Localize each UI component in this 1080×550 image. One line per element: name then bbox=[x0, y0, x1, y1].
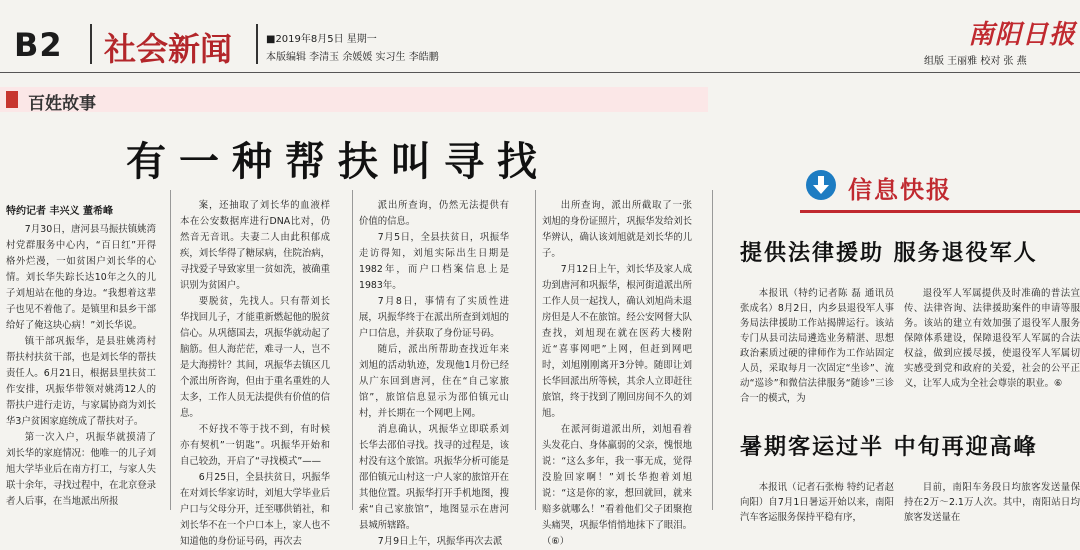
section-name: 社会新闻 bbox=[104, 30, 233, 68]
article-byline: 特约记者 丰兴义 董希峰 bbox=[6, 206, 113, 217]
paragraph: 派出所查询，仍然无法提供有价值的信息。 bbox=[359, 200, 509, 227]
paragraph: 本报讯（特约记者陈 磊 通讯员张成名）8月2日，内乡县退役军人事务局法律援助工作站揭牌运行。该站专门从县司法局遴选业务精湛、思想政治素质过硬的律师作为工作站固定人员，采取每月一次固定“坐诊”、流动“巡诊”和微信法律服务“随诊”三诊合一的模式，为 bbox=[740, 288, 894, 404]
news-column bbox=[904, 286, 1080, 404]
paragraph: 不好找不等于找不到，有时候亦有契机”一钥匙”。巩振华开始和自己较劲，开启了“寻找模式”—— bbox=[180, 424, 330, 467]
column-label: 百姓故事 bbox=[28, 94, 96, 114]
article-column-1 bbox=[6, 222, 156, 510]
news-column bbox=[904, 480, 1080, 523]
paragraph: 7月9日上午，巩振华再次去派 bbox=[377, 536, 503, 547]
news-headline-summer-transport: 暑期客运过半 中旬再迎高峰 bbox=[740, 435, 1038, 460]
column-label-bar bbox=[0, 87, 708, 112]
header-rule bbox=[0, 72, 1080, 73]
issue-date: ■2019年8月5日 星期一 bbox=[266, 34, 377, 45]
column-rule bbox=[170, 190, 171, 510]
paragraph: 7月8日，事情有了实质性进展，巩振华终于在派出所查到刘旭的户口信息，并获取了身份证号码。 bbox=[359, 296, 510, 339]
paragraph: 本报讯（记者石张梅 特约记者赵向阳）自7月1日暑运开始以来，南阳汽车客运服务保持平稳有序， bbox=[740, 482, 894, 523]
column-rule bbox=[535, 190, 536, 510]
article-column-3 bbox=[359, 198, 510, 547]
column-rule bbox=[352, 190, 353, 510]
page-number: B2 bbox=[14, 26, 63, 64]
paragraph: 退役军人军属提供及时准确的普法宣传、法律咨询、法律援助案件的申请等服务。该站的建立有效加强了退役军人服务保障体系建设，保障退役军人军属的合法权益，做到应援尽援，使退役军人军属切实感受到党和政府的关爱，社会的公平正义，让军人成为全社会尊崇的职业。⑥ bbox=[904, 288, 1080, 389]
paragraph: 6月25日，全县扶贫日，巩振华在对刘长华家访时，刘旭大学毕业后户口与父母分开，迁至哪供销社，和刘长华不在一个户口本上，家人也不知道他的身份证号码，再次去 bbox=[180, 472, 331, 547]
paragraph: 案，还抽取了刘长华的血液样本在公安数据库进行DNA比对，仍然音无音讯。夫妻二人由此积郁成疾，刘长华得了糖尿病，住院治病，寻找爱子导致家里一贫如洗，被确重识别为贫困户。 bbox=[180, 200, 331, 291]
paragraph: 7月12日上午，刘长华及家人成功到唐河和巩振华，根河街道派出所工作人员一起找人，确认刘旭尚未退房但是人不在旅馆。经公安网督大队查找，刘旭现在就在医药大楼附近“喜事网吧”上网，但赶到网吧时，刘旭刚刚离开3分钟。随即让刘长华回派出所等候，其余人立即赶往旅馆，终于找到了刚回房间不久的刘旭。 bbox=[542, 264, 693, 419]
paragraph: 7月5日，全县扶贫日，巩振华走访得知，刘旭实际出生日期是1982年，而户口档案信息上是1983年。 bbox=[359, 232, 509, 291]
column-rule bbox=[712, 190, 713, 510]
paragraph: 第一次入户，巩振华就摸清了刘长华的家庭情况：他唯一的儿子刘旭大学毕业后在南方打工，与家人失联十余年，寻找过程中，在北京登录者人后事，在当地派出所报 bbox=[6, 432, 157, 507]
paragraph: 出所查询，派出所截取了一张刘旭的身份证照片，巩振华发给刘长华辨认，确认该刘旭就是刘长华的儿子。 bbox=[542, 200, 693, 259]
header-divider bbox=[90, 24, 92, 64]
info-section-title: 信息快报 bbox=[848, 176, 952, 204]
news-column bbox=[740, 286, 894, 404]
down-arrow-icon bbox=[806, 170, 836, 200]
paragraph: 镇干部巩振华，是县驻姚湾村帮扶村扶贫干部，也是刘长华的帮扶责任人。6月21日，根据县里扶贫工作安排，巩振华带领对姚湾12人的帮扶户进行走访，与家属协商为刘长华3户贫困家庭统成了帮扶对子。 bbox=[6, 336, 157, 427]
news-headline-legal-aid: 提供法律援助 服务退役军人 bbox=[740, 241, 1038, 266]
header-divider bbox=[256, 24, 258, 64]
paragraph: 7月30日，唐河县马振扶镇姚湾村党群服务中心内，“百日红”开得格外烂漫，一如贫困户刘长华的心情。刘长华失踪长达10年之久的儿子刘旭站在他的身边。“我想着这辈子也见不着他了。是镇里和县乡干部给好了俺这块心病！”刘长华说。 bbox=[6, 224, 157, 331]
paragraph: 在派河街道派出所，刘旭看着头发花白、身体羸弱的父亲，愧恨地说：“这么多年，我一事无成，觉得没脸回家啊！”刘长华抱着刘旭说：“这是你的家，想回就回，就来赔多就哪么！”看着他们父子团聚抱头痛哭，巩振华悄悄地抹下了眼泪。（⑥） bbox=[542, 424, 693, 547]
page-editors: 本版编辑 李清玉 余媛媛 实习生 李皓鹏 bbox=[266, 52, 439, 63]
article-column-2 bbox=[180, 198, 331, 547]
newspaper-logo: 南阳日报 bbox=[968, 20, 1077, 50]
news-column bbox=[740, 480, 894, 523]
column-label-marker bbox=[6, 91, 18, 108]
layout-credits: 组版 王丽雅 校对 张 燕 bbox=[924, 56, 1027, 67]
paragraph: 消息确认，巩振华立即联系刘长华去邵伯寻找。找寻的过程是，该村没有这个旅馆。巩振华分析可能是邵伯镇元山村这一户人家的旅馆开在其他位置。巩振华打开手机地图，搜索“自己家旅馆”，地图显示在唐河县城所辖路。 bbox=[359, 424, 510, 531]
info-section-rule bbox=[800, 210, 1080, 213]
paragraph: 目前，南阳车务段日均旅客发送量保持在2万～2.1万人次。其中，南阳站日均旅客发送量在 bbox=[904, 482, 1080, 523]
paragraph: 要脱贫，先找人。只有帮刘长华找回儿子，才能重新燃起他的脱贫信心。从巩德国去，巩振华就动起了脑筋。但人海茫茫，难寻一人，岂不是大海捞针？其间，巩振华去镇区几个派出所咨询，但由于重名重姓的人太多，工作人员无法提供有价值的信息。 bbox=[180, 296, 331, 419]
paragraph: 随后，派出所帮助查找近年来刘旭的活动轨迹，发现他1月份已经从广东回到唐河，住在“自己家旅馆”，旅馆信息显示为邵伯镇元山村，并长期在一个网吧上网。 bbox=[359, 344, 509, 419]
article-headline: 有一种帮扶叫寻找 bbox=[126, 139, 550, 185]
article-column-4 bbox=[542, 198, 693, 547]
